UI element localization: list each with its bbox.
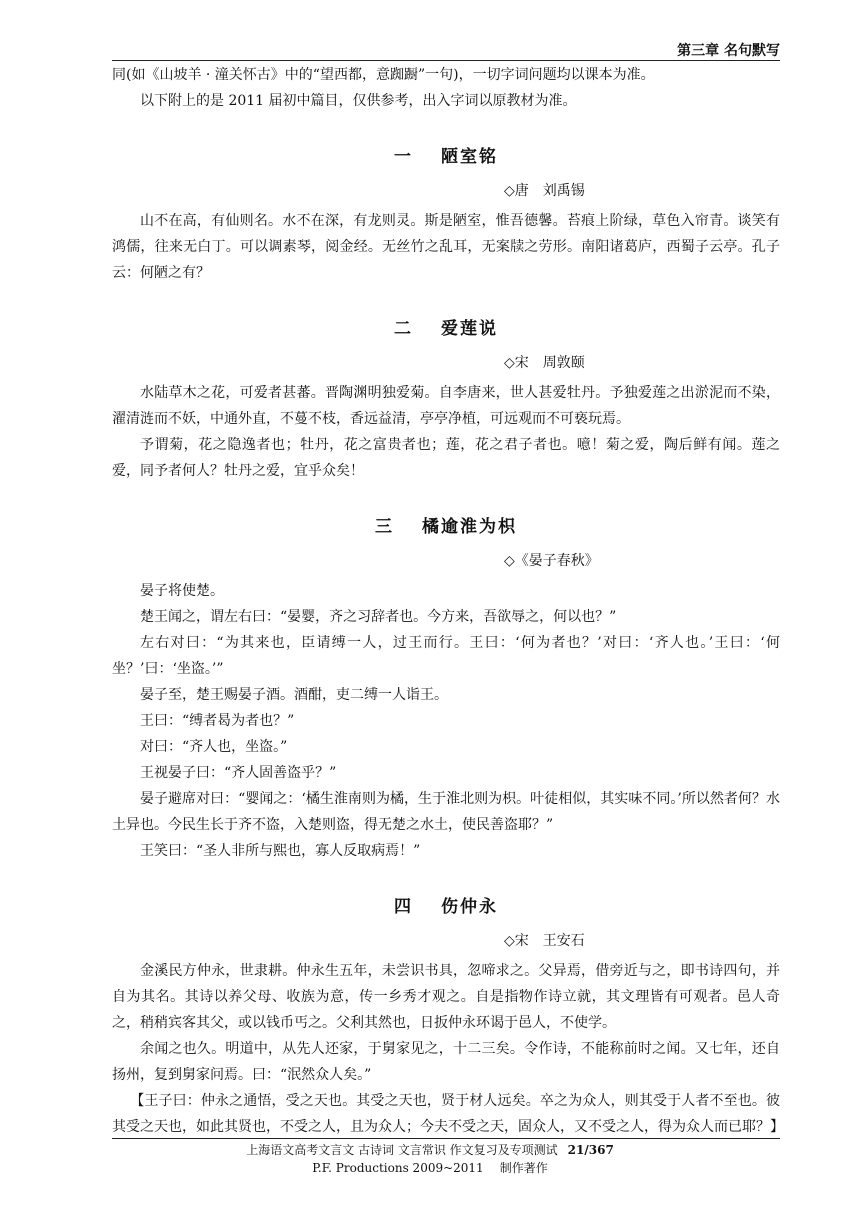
section-title-text: 陋室铭: [441, 147, 498, 167]
paragraph: 楚王闻之，谓左右曰：“晏婴，齐之习辞者也。今方来，吾欲辱之，何以也？”: [140, 609, 617, 625]
paragraph: 山不在高，有仙则名。水不在深，有龙则灵。斯是陋室，惟吾德馨。苔痕上阶绿，草色入帘青。谈笑有鸿儒，往来无白丁。可以调素琴，阅金经。无丝竹之乱耳，无案牍之劳形。南阳诸葛庐，西蜀子云亭。孔子云：何陋之有？: [112, 213, 780, 281]
paragraph: 余闻之也久。明道中，从先人还家，于舅家见之，十二三矣。令作诗，不能称前时之闻。又七年，还自扬州，复到舅家问焉。曰：“泯然众人矣。”: [112, 1041, 780, 1083]
section-author: ◇唐 刘禹锡: [504, 183, 585, 199]
footer-book-title: 上海语文高考文言文 古诗词 文言常识 作文复习及专项测试: [246, 1143, 558, 1157]
paragraph: 左右对曰：“为其来也，臣请缚一人，过王而行。王曰：‘何为者也？’对曰：‘齐人也。’王曰：‘何坐？’曰：‘坐盗。’”: [112, 635, 780, 677]
paragraph: 晏子将使楚。: [140, 583, 224, 599]
footer-maker: 制作著作: [499, 1161, 548, 1175]
section-number: 一: [394, 147, 413, 167]
section-number: 四: [394, 897, 413, 917]
paragraph: 予谓菊，花之隐逸者也；牡丹，花之富贵者也；莲，花之君子者也。噫！菊之爱，陶后鲜有闻。莲之爱，同予者何人？牡丹之爱，宜乎众矣！: [112, 437, 780, 479]
section-number: 二: [394, 319, 413, 339]
intro-line: 同(如《山坡羊 · 潼关怀古》中的“望西都，意踟蹰”一句)，一切字词问题均以课本为准。: [112, 67, 655, 83]
section-author: ◇《晏子春秋》: [504, 553, 599, 569]
section-number: 三: [375, 517, 394, 537]
paragraph: 水陆草木之花，可爱者甚蕃。晋陶渊明独爱菊。自李唐来，世人甚爱牡丹。予独爱莲之出淤泥而不染，濯清涟而不妖，中通外直，不蔓不枝，香远益清，亭亭净植，可远观而不可亵玩焉。: [112, 385, 780, 427]
chapter-header: 第三章 名句默写: [677, 43, 780, 59]
section-title-text: 伤仲永: [441, 897, 498, 917]
paragraph: 王笑曰：“圣人非所与熙也，寡人反取病焉！”: [140, 843, 421, 859]
section-author: ◇宋 周敦颐: [504, 355, 585, 371]
page-content: [112, 62, 784, 1140]
section-title-text: 橘逾淮为枳: [422, 517, 517, 537]
footer-rule: [112, 1138, 780, 1139]
section-title-text: 爱莲说: [441, 319, 498, 339]
paragraph: 对曰：“齐人也，坐盗。”: [140, 739, 288, 755]
section-title: [112, 142, 780, 172]
page-number: 21/367: [567, 1143, 614, 1157]
footer-credit-line: [0, 1159, 860, 1177]
paragraph: 金溪民方仲永，世隶耕。仲永生五年，未尝识书具，忽啼求之。父异焉，借旁近与之，即书诗四句，并自为其名。其诗以养父母、收族为意，传一乡秀才观之。自是指物作诗立就，其文理皆有可观者。邑人奇之，稍稍宾客其父，或以钱币丐之。父利其然也，日扳仲永环谒于邑人，不使学。: [112, 963, 780, 1031]
section-author: ◇宋 王安石: [504, 933, 585, 949]
section-title: [112, 512, 780, 542]
footer-book-line: [0, 1141, 860, 1159]
paragraph: 王曰：“缚者曷为者也？”: [140, 713, 295, 729]
commentary: 【王子曰：仲永之通悟，受之天也。其受之天也，贤于材人远矣。卒之为众人，则其受于人者不至也。彼其受之天也，如此其贤也，不受之人，且为众人；今夫不受之天，固众人，又不受之人，得为众人而已耶？】: [112, 1093, 784, 1135]
paragraph: 王视晏子曰：“齐人固善盗乎？”: [140, 765, 337, 781]
intro-line: 以下附上的是 2011 届初中篇目，仅供参考，出入字词以原教材为准。: [140, 93, 577, 109]
section-title: [112, 892, 780, 922]
header-rule: [112, 60, 780, 61]
footer-credit: P.F. Productions 2009~2011: [312, 1161, 484, 1175]
section-title: [112, 314, 780, 344]
paragraph: 晏子至，楚王赐晏子酒。酒酣，吏二缚一人诣王。: [140, 687, 448, 703]
paragraph: 晏子避席对曰：“婴闻之：‘橘生淮南则为橘，生于淮北则为枳。叶徒相似，其实味不同。’所以然者何？水土异也。今民生长于齐不盗，入楚则盗，得无楚之水土，使民善盗耶？”: [112, 791, 780, 833]
